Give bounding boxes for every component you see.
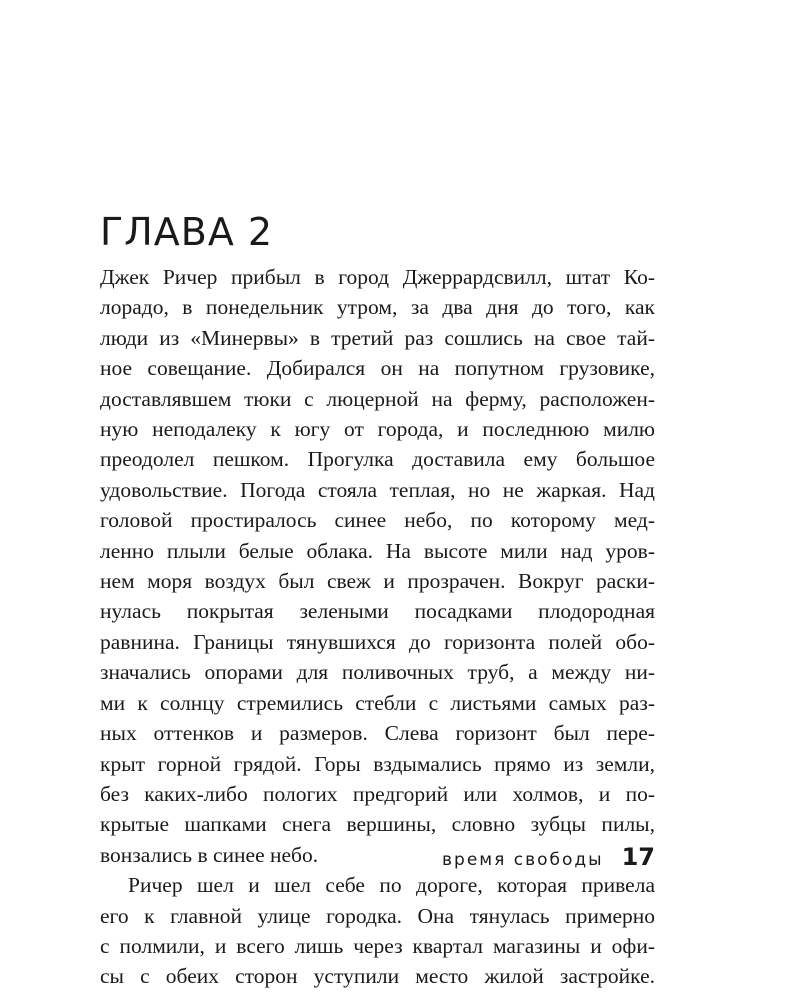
text-line: Ричер шел и шел себе по дороге, которая привела <box>128 873 655 898</box>
text-line: ных оттенков и размеров. Слева горизонт был пере- <box>100 721 655 746</box>
text-line: ми к солнцу стремились стебли с листьями самых раз- <box>100 690 655 715</box>
text-line: доставлявшем тюки с люцерной на ферму, расположен- <box>100 386 655 411</box>
text-line: значались опорами для поливочных труб, а между ни- <box>100 660 655 685</box>
running-title: время свободы <box>442 850 604 870</box>
text-line: крытые шапками снега вершины, словно зубцы пилы, <box>100 812 655 837</box>
text-line: равнина. Границы тянувшихся до горизонта полей обо- <box>100 629 655 654</box>
text-line: преодолел пешком. Прогулка доставила ему большое <box>100 447 655 472</box>
text-line: крыт горной грядой. Горы вздымались прямо из земли, <box>100 751 655 776</box>
page-number: 17 <box>621 843 655 871</box>
text-line: без каких-либо пологих предгорий или холмов, и по- <box>100 781 655 806</box>
body-text <box>100 262 655 992</box>
text-line: сы с обеих сторон уступили место жилой застройке. <box>100 964 655 989</box>
page-footer <box>100 843 655 877</box>
text-line: удовольствие. Погода стояла теплая, но не жаркая. Над <box>100 477 655 502</box>
text-line: с полмили, и всего лишь через квартал магазины и офи- <box>100 933 655 958</box>
text-line: головой простиралось синее небо, по которому мед- <box>100 508 655 533</box>
text-line: Джек Ричер прибыл в город Джеррардсвилл, штат Ко- <box>100 265 655 289</box>
text-line: ное совещание. Добирался он на попутном грузовике, <box>100 356 655 381</box>
text-line: нем моря воздух был свеж и прозрачен. Вокруг раски- <box>100 569 655 594</box>
paragraph-2 <box>100 870 655 992</box>
chapter-title: ГЛАВА 2 <box>100 210 274 254</box>
text-line: лорадо, в понедельник утром, за два дня до того, как <box>100 295 655 320</box>
text-line: нулась покрытая зелеными посадками плодородная <box>100 599 655 624</box>
text-line: вонзались в синее небо. <box>100 842 319 867</box>
text-line: ленно плыли белые облака. На высоте мили над уров- <box>100 538 655 563</box>
paragraph-1 <box>100 262 655 870</box>
text-line: его к главной улице городка. Она тянулась примерно <box>100 903 655 928</box>
text-line: люди из «Минервы» в третий раз сошлись на свое тай- <box>100 325 655 350</box>
text-line: ную неподалеку к югу от города, и последнюю милю <box>100 417 655 442</box>
